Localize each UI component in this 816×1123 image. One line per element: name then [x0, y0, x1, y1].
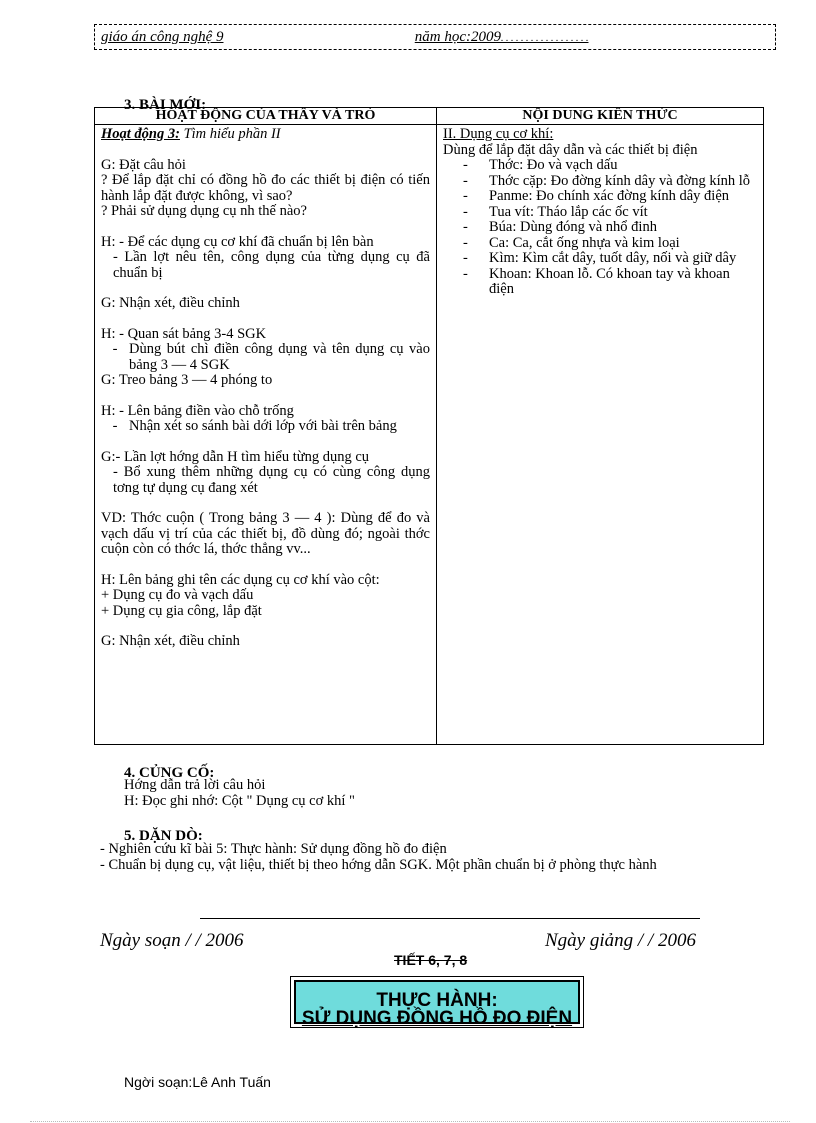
lesson-title-fill: [294, 980, 580, 1029]
list-item: [463, 158, 757, 174]
section-3-title: 3. BÀI MỚI:: [124, 97, 207, 113]
block-observe: [101, 327, 430, 389]
col-left-header: HOẠT ĐỘNG CỦA THẦY VÀ TRÒ: [95, 108, 437, 125]
list-item: [463, 174, 757, 190]
text-line: + Dụng cụ đo và vạch dấu: [101, 587, 254, 603]
divider: [200, 918, 700, 919]
block-board: [101, 573, 430, 620]
text-line: H: - Lên bảng điền vào chỗ trống: [101, 402, 294, 419]
header-year-text: năm học:2009: [414, 29, 501, 45]
block-example: [101, 511, 430, 558]
list-item-text: Thớc: Đo và vạch dấu: [489, 157, 618, 173]
section-5-title: 5. DẶN DÒ:: [124, 828, 203, 844]
list-item-text: Búa: Dùng đóng và nhổ đinh: [489, 219, 657, 235]
tool-list: [443, 158, 757, 298]
lesson-periods: TIẾT 6, 7, 8: [394, 952, 468, 968]
list-item-text: Ca: Ca, cắt ống nhựa và kim loại: [489, 234, 680, 251]
date-prepared: Ngày soạn / / 2006: [100, 930, 244, 951]
list-item-text: Khoan: Khoan lỗ. Có khoan tay và khoan điện: [489, 265, 730, 297]
list-item: [463, 236, 757, 252]
dash-mark: -: [463, 234, 468, 251]
list-item-text: Panme: Đo chính xác đờng kính dây điện: [489, 188, 730, 204]
dash-item: [101, 419, 430, 435]
author: Ngời soạn:Lê Anh Tuấn: [124, 1074, 271, 1090]
list-item-text: Tua vít: Tháo lắp các ốc vít: [489, 203, 648, 220]
section-4-title: 4. CỦNG CỐ:: [124, 765, 215, 781]
text-line: H: Lên bảng ghi tên các dụng cụ cơ khí vào cột:: [101, 571, 380, 588]
lesson-title-line-2: SỬ DỤNG ĐỒNG HỒ ĐO ĐIỆN: [301, 1008, 573, 1029]
header-subject: giáo án công nghệ 9: [101, 29, 224, 45]
block-review-1: [101, 296, 430, 312]
text-line: ? Để lắp đặt chỉ có đồng hồ đo các thiết bị điện có tiến hành lắp đặt được không, vì sao?: [101, 172, 430, 204]
lesson-title-box: [290, 976, 584, 1028]
block-fill: [101, 404, 430, 435]
list-item: [463, 251, 757, 267]
list-item: [463, 205, 757, 221]
text-line: G: Nhận xét, điều chỉnh: [101, 633, 240, 649]
list-item: [463, 189, 757, 205]
text-line: G:- Lần lợt hớng dẫn H tìm hiểu từng dụng cụ: [101, 448, 370, 465]
list-item: [463, 267, 757, 298]
text-line: Nhận xét so sánh bài dới lớp với bài trên bảng: [129, 418, 397, 434]
text-line: - Lần lợt nêu tên, công dụng của từng dụng cụ đã chuẩn bị: [113, 249, 430, 281]
section-4-line-1: Hớng dẫn trả lời câu hỏi: [124, 777, 266, 793]
dash-mark: -: [463, 157, 468, 173]
section-4-line-2: H: Đọc ghi nhớ: Cột " Dụng cụ cơ khí ": [124, 793, 355, 809]
text-line: H: - Để các dụng cụ cơ khí đã chuẩn bị lên bàn: [101, 233, 374, 250]
dash-mark: -: [112, 341, 118, 357]
text-line: + Dụng cụ gia công, lắp đặt: [101, 602, 262, 619]
text-line: - Bổ xung thêm những dụng cụ có cùng công dụng tơng tự dụng cụ đang xét: [113, 464, 430, 496]
text-line: G: Nhận xét, điều chỉnh: [101, 295, 240, 311]
content-intro: Dùng để lắp đặt dây dẫn và các thiết bị điện: [443, 141, 698, 158]
col-right-header: NỘI DUNG KIẾN THỨC: [437, 108, 764, 125]
activity-heading-label: Hoạt động 3:: [101, 126, 180, 142]
dash-mark: -: [463, 203, 468, 220]
list-item-text: Thớc cặp: Đo đờng kính dây và đờng kính lỗ: [489, 172, 750, 189]
text-line: ? Phải sử dụng dụng cụ nh thế nào?: [101, 203, 307, 219]
text-line: H: - Quan sát bảng 3-4 SGK: [101, 325, 267, 342]
list-item: [463, 220, 757, 236]
date-taught: Ngày giảng / / 2006: [545, 930, 696, 951]
header-year-dots: . . . . . . . . . . . . . . . . . .: [501, 33, 589, 44]
dash-mark: -: [463, 172, 468, 189]
dash-mark: -: [463, 265, 468, 282]
lesson-table: [94, 107, 764, 745]
block-guide: [101, 450, 430, 497]
block-prepare: [101, 235, 430, 282]
text-line: G: Treo bảng 3 — 4 phóng to: [101, 372, 273, 388]
text-line: G: Đặt câu hỏi: [101, 156, 186, 173]
section-5-line-2: - Chuẩn bị dụng cụ, vật liệu, thiết bị theo hớng dẫn SGK. Một phần chuẩn bị ở phòng thực hành: [100, 857, 657, 873]
dash-mark: -: [463, 250, 468, 266]
dash-mark: -: [112, 418, 118, 434]
list-item-text: Kìm: Kìm cắt dây, tuốt dây, nối và giữ dây: [489, 250, 737, 266]
block-review-2: [101, 634, 430, 650]
content-cell: [437, 125, 764, 745]
lesson-title-line-1: THỰC HÀNH:: [376, 990, 498, 1011]
activity-heading: [101, 127, 430, 143]
page-header: [94, 24, 776, 50]
block-question: [101, 158, 430, 220]
dash-item: [101, 342, 430, 373]
section-5-line-1: - Nghiên cứu kĩ bài 5: Thực hành: Sử dụng đồng hồ đo điện: [100, 841, 447, 857]
header-year: [415, 29, 589, 46]
activity-cell: [95, 125, 437, 745]
text-line: VD: Thớc cuộn ( Trong bảng 3 — 4 ): Dùng để đo và vạch dấu vị trí của các thiết bị, đồ dùng đó; ngoài thớc cuộn còn có thớc lá, thớc thẳng vv...: [101, 510, 430, 557]
text-line: Dùng bút chì điền công dụng và tên dụng cụ vào bảng 3 — 4 SGK: [129, 341, 430, 373]
dash-mark: -: [463, 219, 468, 235]
footer-dotted-line: [30, 1121, 790, 1122]
content-title: II. Dụng cụ cơ khí:: [443, 126, 554, 142]
dash-mark: -: [463, 188, 468, 204]
activity-heading-text: Tìm hiểu phần II: [179, 126, 281, 142]
